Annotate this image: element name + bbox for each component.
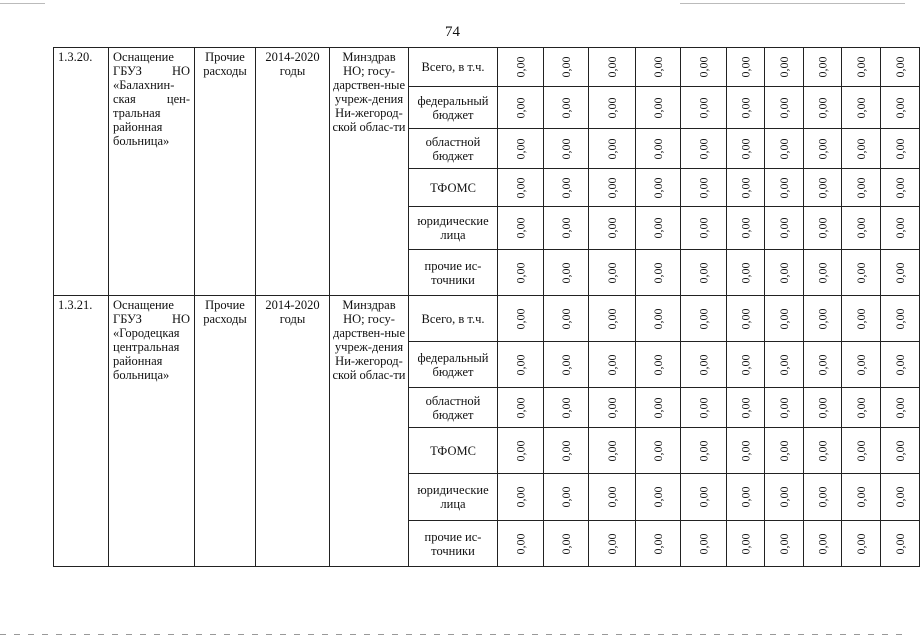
funding-value-cell bbox=[544, 296, 589, 342]
funding-value: 0,00 bbox=[559, 533, 573, 554]
funding-value: 0,00 bbox=[559, 217, 573, 239]
measure-name-word: районная bbox=[113, 354, 163, 368]
funding-value: 0,00 bbox=[893, 486, 907, 508]
funding-value-cell bbox=[681, 388, 727, 428]
funding-value-cell bbox=[881, 48, 920, 87]
measure-name-word: тральная bbox=[113, 106, 161, 120]
funding-value-cell bbox=[498, 428, 544, 474]
funding-value: 0,00 bbox=[815, 177, 830, 198]
funding-value-cell bbox=[727, 87, 765, 129]
funding-value: 0,00 bbox=[854, 262, 868, 283]
measure-name-line bbox=[113, 50, 190, 64]
measure-name-line bbox=[113, 298, 190, 312]
funding-value: 0,00 bbox=[893, 533, 907, 554]
funding-value: 0,00 bbox=[777, 486, 791, 508]
budget-table bbox=[53, 47, 920, 567]
budget-table-body bbox=[54, 48, 920, 567]
funding-value-cell bbox=[544, 521, 589, 567]
funding-value-cell bbox=[544, 342, 589, 388]
measure-code: 1.3.20. bbox=[54, 48, 109, 296]
funding-value: 0,00 bbox=[605, 262, 619, 283]
funding-value-cell bbox=[589, 428, 636, 474]
funding-value: 0,00 bbox=[696, 354, 711, 375]
funding-value: 0,00 bbox=[559, 486, 573, 508]
implementation-period: 2014-2020 годы bbox=[256, 296, 330, 567]
funding-value-cell bbox=[636, 428, 681, 474]
measure-name-line bbox=[113, 340, 190, 354]
funding-value: 0,00 bbox=[605, 97, 619, 118]
measure-name-line bbox=[113, 78, 190, 92]
funding-value: 0,00 bbox=[738, 397, 753, 418]
funding-source: прочие ис-точники bbox=[409, 521, 498, 567]
funding-value-cell bbox=[589, 250, 636, 296]
funding-value-cell bbox=[589, 474, 636, 521]
measure-name-line bbox=[113, 326, 190, 340]
funding-value: 0,00 bbox=[893, 217, 907, 239]
responsible-executor: Минздрав НО; госу-дарствен-ные учреж-дения Ни-жегород-ской облас-ти bbox=[330, 296, 409, 567]
funding-source: прочие ис-точники bbox=[409, 250, 498, 296]
measure-name-word: больница» bbox=[113, 368, 170, 382]
funding-value-cell bbox=[681, 250, 727, 296]
funding-value: 0,00 bbox=[777, 354, 791, 375]
funding-value: 0,00 bbox=[651, 217, 665, 239]
measure-name-word: цен- bbox=[166, 92, 190, 106]
funding-value: 0,00 bbox=[605, 217, 619, 239]
measure-name-word: центральная bbox=[113, 340, 180, 354]
funding-value-cell bbox=[842, 388, 881, 428]
funding-value-cell bbox=[681, 428, 727, 474]
funding-value-cell bbox=[544, 87, 589, 129]
measure-name-word: районная bbox=[113, 120, 163, 134]
table-row bbox=[54, 48, 920, 87]
funding-value: 0,00 bbox=[513, 262, 528, 283]
funding-value-cell bbox=[544, 129, 589, 169]
funding-value: 0,00 bbox=[893, 308, 907, 329]
measure-name-word: НО bbox=[171, 312, 190, 326]
funding-value-cell bbox=[636, 87, 681, 129]
funding-value-cell bbox=[842, 207, 881, 250]
funding-value: 0,00 bbox=[738, 533, 753, 554]
funding-value: 0,00 bbox=[777, 308, 791, 329]
measure-name-word: Оснащение bbox=[113, 50, 174, 64]
funding-value: 0,00 bbox=[854, 56, 868, 78]
funding-value: 0,00 bbox=[777, 177, 791, 198]
funding-value-cell bbox=[727, 388, 765, 428]
measure-name-line bbox=[113, 368, 190, 382]
funding-value-cell bbox=[498, 296, 544, 342]
funding-value-cell bbox=[804, 207, 842, 250]
measure-name-word: ГБУЗ bbox=[113, 312, 142, 326]
funding-value: 0,00 bbox=[559, 354, 573, 375]
funding-value-cell bbox=[804, 296, 842, 342]
funding-value: 0,00 bbox=[777, 217, 791, 239]
funding-value-cell bbox=[589, 521, 636, 567]
funding-value-cell bbox=[765, 296, 804, 342]
funding-source: ТФОМС bbox=[409, 428, 498, 474]
funding-value-cell bbox=[881, 87, 920, 129]
measure-name-line bbox=[113, 64, 190, 78]
funding-value: 0,00 bbox=[605, 397, 619, 418]
funding-value-cell bbox=[804, 342, 842, 388]
funding-value: 0,00 bbox=[513, 97, 528, 118]
funding-value: 0,00 bbox=[513, 217, 528, 239]
funding-value-cell bbox=[842, 87, 881, 129]
funding-source: юридические лица bbox=[409, 207, 498, 250]
funding-value-cell bbox=[636, 48, 681, 87]
funding-value-cell bbox=[727, 342, 765, 388]
funding-value-cell bbox=[544, 207, 589, 250]
funding-value-cell bbox=[589, 48, 636, 87]
funding-value: 0,00 bbox=[854, 97, 868, 118]
funding-value: 0,00 bbox=[651, 533, 665, 554]
funding-value: 0,00 bbox=[777, 138, 791, 159]
measure-name-word: «Городецкая bbox=[113, 326, 180, 340]
funding-value-cell bbox=[727, 129, 765, 169]
funding-value-cell bbox=[765, 342, 804, 388]
funding-value-cell bbox=[881, 388, 920, 428]
implementation-period: 2014-2020 годы bbox=[256, 48, 330, 296]
funding-value: 0,00 bbox=[651, 440, 665, 461]
funding-value-cell bbox=[544, 428, 589, 474]
funding-source: ТФОМС bbox=[409, 169, 498, 207]
funding-value: 0,00 bbox=[651, 354, 665, 375]
funding-value-cell bbox=[636, 296, 681, 342]
funding-value: 0,00 bbox=[696, 486, 711, 508]
funding-value: 0,00 bbox=[559, 177, 573, 198]
funding-value-cell bbox=[681, 48, 727, 87]
funding-value-cell bbox=[544, 169, 589, 207]
funding-value: 0,00 bbox=[738, 354, 753, 375]
expense-category: Прочие расходы bbox=[195, 48, 256, 296]
scan-artifact-top-right bbox=[680, 3, 905, 4]
funding-value-cell bbox=[881, 521, 920, 567]
funding-value: 0,00 bbox=[738, 177, 753, 198]
measure-name-word: ГБУЗ bbox=[113, 64, 142, 78]
funding-value: 0,00 bbox=[738, 440, 753, 461]
funding-value-cell bbox=[765, 129, 804, 169]
funding-value: 0,00 bbox=[605, 177, 619, 198]
funding-value-cell bbox=[498, 521, 544, 567]
funding-value: 0,00 bbox=[854, 177, 868, 198]
funding-value: 0,00 bbox=[777, 533, 791, 554]
funding-value: 0,00 bbox=[854, 533, 868, 554]
funding-value: 0,00 bbox=[513, 486, 528, 508]
funding-value-cell bbox=[681, 342, 727, 388]
funding-value-cell bbox=[681, 296, 727, 342]
funding-value: 0,00 bbox=[893, 397, 907, 418]
funding-value-cell bbox=[727, 207, 765, 250]
funding-value-cell bbox=[765, 388, 804, 428]
funding-value-cell bbox=[589, 388, 636, 428]
funding-source: Всего, в т.ч. bbox=[409, 48, 498, 87]
funding-value: 0,00 bbox=[738, 97, 753, 118]
funding-value-cell bbox=[681, 207, 727, 250]
funding-value: 0,00 bbox=[651, 397, 665, 418]
funding-value: 0,00 bbox=[696, 56, 711, 78]
funding-value: 0,00 bbox=[777, 262, 791, 283]
funding-value-cell bbox=[881, 474, 920, 521]
funding-value: 0,00 bbox=[559, 308, 573, 329]
responsible-executor: Минздрав НО; госу-дарствен-ные учреж-дения Ни-жегород-ской облас-ти bbox=[330, 48, 409, 296]
funding-value-cell bbox=[804, 428, 842, 474]
funding-value: 0,00 bbox=[854, 397, 868, 418]
funding-value: 0,00 bbox=[815, 97, 830, 118]
scan-artifact-top-left bbox=[0, 3, 45, 4]
funding-value: 0,00 bbox=[513, 177, 528, 198]
scan-artifact-bottom bbox=[0, 634, 905, 635]
funding-value-cell bbox=[842, 129, 881, 169]
funding-value-cell bbox=[498, 129, 544, 169]
funding-value: 0,00 bbox=[815, 217, 830, 239]
funding-value-cell bbox=[881, 428, 920, 474]
measure-name-line bbox=[113, 106, 190, 120]
funding-value-cell bbox=[498, 207, 544, 250]
funding-value-cell bbox=[636, 474, 681, 521]
funding-value: 0,00 bbox=[777, 397, 791, 418]
funding-value-cell bbox=[881, 207, 920, 250]
funding-value-cell bbox=[727, 250, 765, 296]
funding-value-cell bbox=[498, 87, 544, 129]
funding-value: 0,00 bbox=[815, 354, 830, 375]
funding-value-cell bbox=[804, 474, 842, 521]
funding-value-cell bbox=[881, 169, 920, 207]
funding-value-cell bbox=[765, 428, 804, 474]
funding-value-cell bbox=[804, 129, 842, 169]
funding-value-cell bbox=[804, 169, 842, 207]
funding-value: 0,00 bbox=[738, 486, 753, 508]
funding-source: федеральный бюджет bbox=[409, 87, 498, 129]
funding-value-cell bbox=[636, 342, 681, 388]
funding-value-cell bbox=[881, 129, 920, 169]
funding-value-cell bbox=[881, 250, 920, 296]
measure-name-line bbox=[113, 312, 190, 326]
measure-name-word: Оснащение bbox=[113, 298, 174, 312]
funding-value: 0,00 bbox=[815, 533, 830, 554]
funding-value: 0,00 bbox=[513, 397, 528, 418]
funding-value: 0,00 bbox=[854, 440, 868, 461]
funding-value-cell bbox=[589, 342, 636, 388]
funding-value: 0,00 bbox=[696, 138, 711, 159]
funding-value: 0,00 bbox=[559, 97, 573, 118]
funding-value-cell bbox=[804, 388, 842, 428]
funding-value-cell bbox=[498, 342, 544, 388]
funding-value-cell bbox=[589, 207, 636, 250]
funding-value: 0,00 bbox=[893, 138, 907, 159]
funding-value-cell bbox=[498, 48, 544, 87]
funding-value: 0,00 bbox=[651, 138, 665, 159]
funding-value-cell bbox=[727, 169, 765, 207]
funding-value-cell bbox=[804, 87, 842, 129]
funding-value-cell bbox=[804, 48, 842, 87]
funding-value-cell bbox=[589, 87, 636, 129]
funding-value-cell bbox=[498, 250, 544, 296]
funding-value-cell bbox=[765, 87, 804, 129]
funding-value-cell bbox=[842, 48, 881, 87]
funding-value-cell bbox=[842, 342, 881, 388]
funding-value: 0,00 bbox=[651, 177, 665, 198]
funding-value: 0,00 bbox=[893, 440, 907, 461]
funding-value-cell bbox=[765, 250, 804, 296]
funding-value-cell bbox=[681, 87, 727, 129]
funding-value-cell bbox=[681, 521, 727, 567]
funding-value-cell bbox=[636, 521, 681, 567]
funding-source: областной бюджет bbox=[409, 388, 498, 428]
funding-value: 0,00 bbox=[815, 138, 830, 159]
funding-value: 0,00 bbox=[559, 138, 573, 159]
funding-value: 0,00 bbox=[854, 308, 868, 329]
funding-value-cell bbox=[842, 250, 881, 296]
funding-value: 0,00 bbox=[513, 138, 528, 159]
expense-category: Прочие расходы bbox=[195, 296, 256, 567]
funding-value-cell bbox=[727, 428, 765, 474]
funding-value: 0,00 bbox=[513, 440, 528, 461]
measure-name-word: ская bbox=[113, 92, 136, 106]
measure-code: 1.3.21. bbox=[54, 296, 109, 567]
funding-value: 0,00 bbox=[696, 262, 711, 283]
funding-value: 0,00 bbox=[696, 397, 711, 418]
funding-value-cell bbox=[681, 129, 727, 169]
measure-name-word: «Балахнин- bbox=[113, 78, 175, 92]
funding-value-cell bbox=[636, 169, 681, 207]
measure-name-line bbox=[113, 354, 190, 368]
funding-value: 0,00 bbox=[738, 308, 753, 329]
funding-source: федеральный бюджет bbox=[409, 342, 498, 388]
funding-value: 0,00 bbox=[559, 440, 573, 461]
funding-value-cell bbox=[544, 250, 589, 296]
funding-value: 0,00 bbox=[605, 308, 619, 329]
funding-value: 0,00 bbox=[696, 533, 711, 554]
funding-value-cell bbox=[681, 474, 727, 521]
funding-source: юридические лица bbox=[409, 474, 498, 521]
funding-value: 0,00 bbox=[605, 138, 619, 159]
funding-value: 0,00 bbox=[738, 138, 753, 159]
table-row bbox=[54, 296, 920, 342]
funding-value: 0,00 bbox=[738, 262, 753, 283]
funding-value: 0,00 bbox=[815, 397, 830, 418]
funding-value: 0,00 bbox=[651, 308, 665, 329]
funding-value: 0,00 bbox=[854, 138, 868, 159]
funding-value-cell bbox=[727, 296, 765, 342]
funding-value-cell bbox=[681, 169, 727, 207]
funding-value: 0,00 bbox=[893, 97, 907, 118]
funding-value: 0,00 bbox=[605, 354, 619, 375]
measure-name bbox=[109, 296, 195, 567]
funding-value: 0,00 bbox=[513, 308, 528, 329]
funding-value-cell bbox=[765, 169, 804, 207]
funding-value-cell bbox=[881, 296, 920, 342]
funding-value-cell bbox=[544, 474, 589, 521]
funding-value-cell bbox=[727, 521, 765, 567]
measure-name-word: НО bbox=[171, 64, 190, 78]
funding-value: 0,00 bbox=[651, 56, 665, 78]
funding-value: 0,00 bbox=[605, 440, 619, 461]
funding-value-cell bbox=[498, 474, 544, 521]
funding-value-cell bbox=[765, 48, 804, 87]
funding-value: 0,00 bbox=[777, 440, 791, 461]
funding-value-cell bbox=[765, 207, 804, 250]
funding-value: 0,00 bbox=[893, 354, 907, 375]
funding-value: 0,00 bbox=[513, 56, 528, 78]
funding-value-cell bbox=[765, 474, 804, 521]
funding-value: 0,00 bbox=[513, 354, 528, 375]
funding-value: 0,00 bbox=[815, 56, 830, 78]
funding-value-cell bbox=[881, 342, 920, 388]
funding-value-cell bbox=[544, 388, 589, 428]
funding-value: 0,00 bbox=[854, 217, 868, 239]
funding-value-cell bbox=[498, 388, 544, 428]
funding-value: 0,00 bbox=[854, 486, 868, 508]
funding-value: 0,00 bbox=[893, 177, 907, 198]
funding-value-cell bbox=[589, 129, 636, 169]
funding-value-cell bbox=[636, 388, 681, 428]
funding-value-cell bbox=[498, 169, 544, 207]
funding-value: 0,00 bbox=[513, 533, 528, 554]
funding-value: 0,00 bbox=[605, 486, 619, 508]
measure-name bbox=[109, 48, 195, 296]
funding-value: 0,00 bbox=[559, 262, 573, 283]
funding-source: областной бюджет bbox=[409, 129, 498, 169]
funding-value-cell bbox=[842, 296, 881, 342]
measure-name-word: больница» bbox=[113, 134, 170, 148]
funding-value: 0,00 bbox=[815, 486, 830, 508]
funding-value: 0,00 bbox=[815, 262, 830, 283]
measure-name-line bbox=[113, 120, 190, 134]
funding-value-cell bbox=[842, 169, 881, 207]
funding-value: 0,00 bbox=[651, 486, 665, 508]
funding-value: 0,00 bbox=[738, 56, 753, 78]
funding-value-cell bbox=[727, 48, 765, 87]
funding-value: 0,00 bbox=[815, 440, 830, 461]
funding-value-cell bbox=[842, 428, 881, 474]
funding-value: 0,00 bbox=[651, 262, 665, 283]
funding-value-cell bbox=[636, 250, 681, 296]
funding-value-cell bbox=[842, 521, 881, 567]
funding-value: 0,00 bbox=[696, 440, 711, 461]
funding-value-cell bbox=[636, 207, 681, 250]
funding-value: 0,00 bbox=[893, 56, 907, 78]
funding-value: 0,00 bbox=[696, 308, 711, 329]
funding-value: 0,00 bbox=[559, 397, 573, 418]
page-number: 74 bbox=[445, 24, 460, 40]
funding-value: 0,00 bbox=[559, 56, 573, 78]
funding-value: 0,00 bbox=[605, 533, 619, 554]
funding-value: 0,00 bbox=[651, 97, 665, 118]
measure-name-line bbox=[113, 134, 190, 148]
funding-value-cell bbox=[589, 169, 636, 207]
funding-value: 0,00 bbox=[893, 262, 907, 283]
funding-value-cell bbox=[804, 521, 842, 567]
funding-value-cell bbox=[544, 48, 589, 87]
funding-value-cell bbox=[842, 474, 881, 521]
funding-value: 0,00 bbox=[696, 177, 711, 198]
funding-value: 0,00 bbox=[854, 354, 868, 375]
funding-value-cell bbox=[765, 521, 804, 567]
funding-value: 0,00 bbox=[696, 97, 711, 118]
funding-value-cell bbox=[636, 129, 681, 169]
measure-name-line bbox=[113, 92, 190, 106]
funding-value-cell bbox=[589, 296, 636, 342]
funding-value: 0,00 bbox=[696, 217, 711, 239]
funding-value: 0,00 bbox=[777, 56, 791, 78]
funding-value: 0,00 bbox=[738, 217, 753, 239]
funding-value: 0,00 bbox=[815, 308, 830, 329]
funding-value-cell bbox=[804, 250, 842, 296]
funding-value: 0,00 bbox=[777, 97, 791, 118]
funding-value-cell bbox=[727, 474, 765, 521]
funding-value: 0,00 bbox=[605, 56, 619, 78]
funding-source: Всего, в т.ч. bbox=[409, 296, 498, 342]
